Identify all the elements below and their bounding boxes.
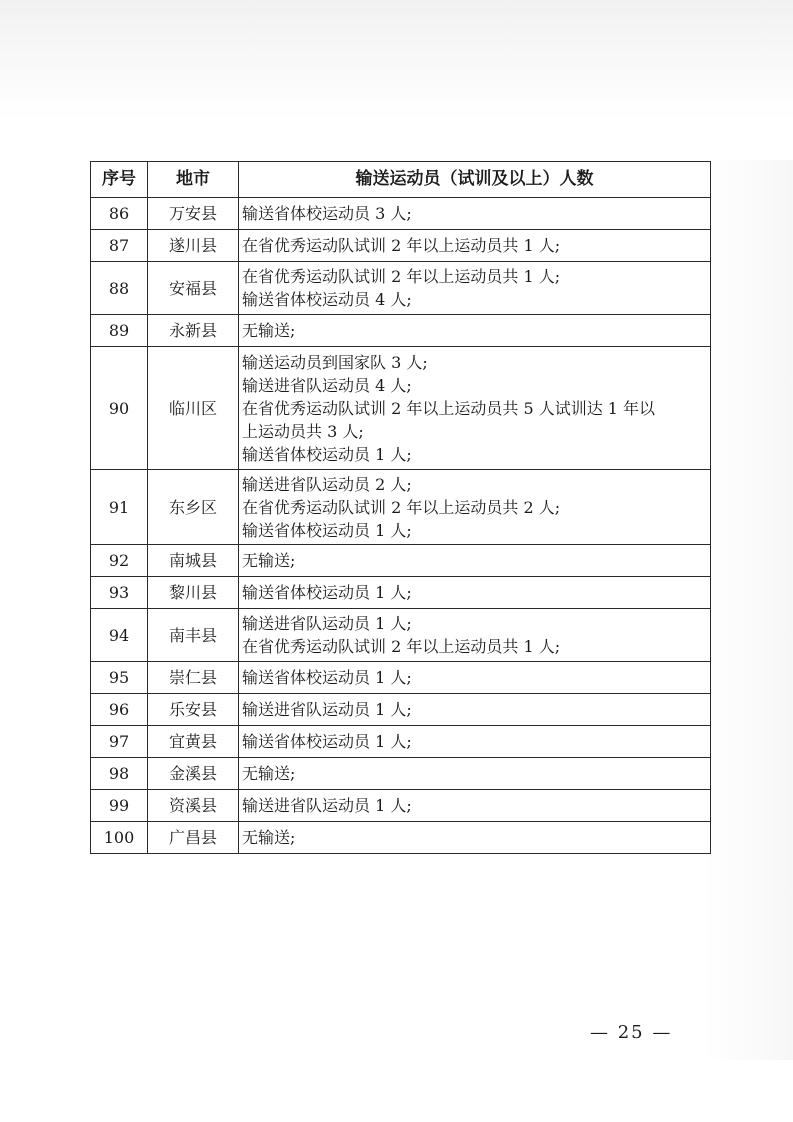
row-number: 91 [91,470,148,545]
row-city: 安福县 [148,262,239,315]
row-number: 94 [91,609,148,662]
row-city: 资溪县 [148,790,239,822]
page-number: — 25 — [590,1022,673,1043]
description-line: 输送进省队运动员 1 人; [242,614,412,633]
row-city: 临川区 [148,347,239,470]
row-number: 88 [91,262,148,315]
row-number: 95 [91,662,148,694]
description-line: 无输送; [242,321,296,340]
row-number: 90 [91,347,148,470]
row-number: 92 [91,545,148,577]
row-description [239,609,711,662]
description-line: 输送运动员到国家队 3 人; [242,352,428,372]
description-line: 在省优秀运动队试训 2 年以上运动员共 1 人; [242,236,561,255]
description-line: 输送省体校运动员 4 人; [242,290,412,309]
description-line: 在省优秀运动队试训 2 年以上运动员共 2 人; [242,497,561,517]
table-row [91,758,711,790]
description-line: 无输送; [242,764,296,783]
table-row [91,545,711,577]
description-line: 输送省体校运动员 1 人; [242,732,412,751]
table-row [91,198,711,230]
description-line: 输送省体校运动员 1 人; [242,444,412,464]
row-city: 南丰县 [148,609,239,662]
table-row [91,577,711,609]
description-line: 输送进省队运动员 1 人; [242,796,412,815]
row-number: 96 [91,694,148,726]
row-city: 遂川县 [148,230,239,262]
row-description [239,198,711,230]
description-line: 输送省体校运动员 3 人; [242,204,412,223]
table-row [91,347,711,470]
row-number: 99 [91,790,148,822]
row-city: 广昌县 [148,822,239,854]
description-line: 输送省体校运动员 1 人; [242,583,412,602]
row-description [239,315,711,347]
description-line: 无输送; [242,551,296,570]
row-number: 89 [91,315,148,347]
athlete-transfer-table [90,161,711,854]
row-description [239,726,711,758]
description-line: 上运动员共 3 人; [242,421,364,441]
row-city: 永新县 [148,315,239,347]
description-line: 输送进省队运动员 2 人; [242,474,412,494]
row-city: 乐安县 [148,694,239,726]
table-row [91,726,711,758]
scan-shading-top [0,0,793,120]
header-serial-number: 序号 [91,162,148,198]
row-number: 97 [91,726,148,758]
row-description [239,662,711,694]
description-line: 无输送; [242,828,296,847]
row-description [239,577,711,609]
table-row [91,790,711,822]
row-number: 87 [91,230,148,262]
row-city: 金溪县 [148,758,239,790]
row-description [239,470,711,545]
row-number: 93 [91,577,148,609]
row-description [239,262,711,315]
row-description [239,822,711,854]
header-athlete-count: 输送运动员（试训及以上）人数 [239,162,711,198]
table-row [91,822,711,854]
row-description [239,230,711,262]
description-line: 在省优秀运动队试训 2 年以上运动员共 1 人; [242,637,561,656]
description-line: 输送省体校运动员 1 人; [242,520,412,540]
table-row [91,315,711,347]
description-line: 输送进省队运动员 1 人; [242,700,412,719]
row-city: 崇仁县 [148,662,239,694]
row-description [239,347,711,470]
row-city: 宜黄县 [148,726,239,758]
description-line: 在省优秀运动队试训 2 年以上运动员共 1 人; [242,267,561,286]
header-city: 地市 [148,162,239,198]
description-line: 输送进省队运动员 4 人; [242,375,412,395]
row-description [239,758,711,790]
row-description [239,790,711,822]
row-description [239,545,711,577]
row-city: 南城县 [148,545,239,577]
row-city: 黎川县 [148,577,239,609]
table-row [91,262,711,315]
description-line: 输送省体校运动员 1 人; [242,668,412,687]
table-row [91,230,711,262]
row-number: 86 [91,198,148,230]
row-city: 东乡区 [148,470,239,545]
table-row [91,662,711,694]
table-header-row [91,162,711,198]
row-number: 98 [91,758,148,790]
table-row [91,609,711,662]
row-city: 万安县 [148,198,239,230]
scan-shading-right [703,160,793,1060]
table-row [91,470,711,545]
table-row [91,694,711,726]
description-line: 在省优秀运动队试训 2 年以上运动员共 5 人试训达 1 年以 [242,398,656,418]
row-number: 100 [91,822,148,854]
row-description [239,694,711,726]
